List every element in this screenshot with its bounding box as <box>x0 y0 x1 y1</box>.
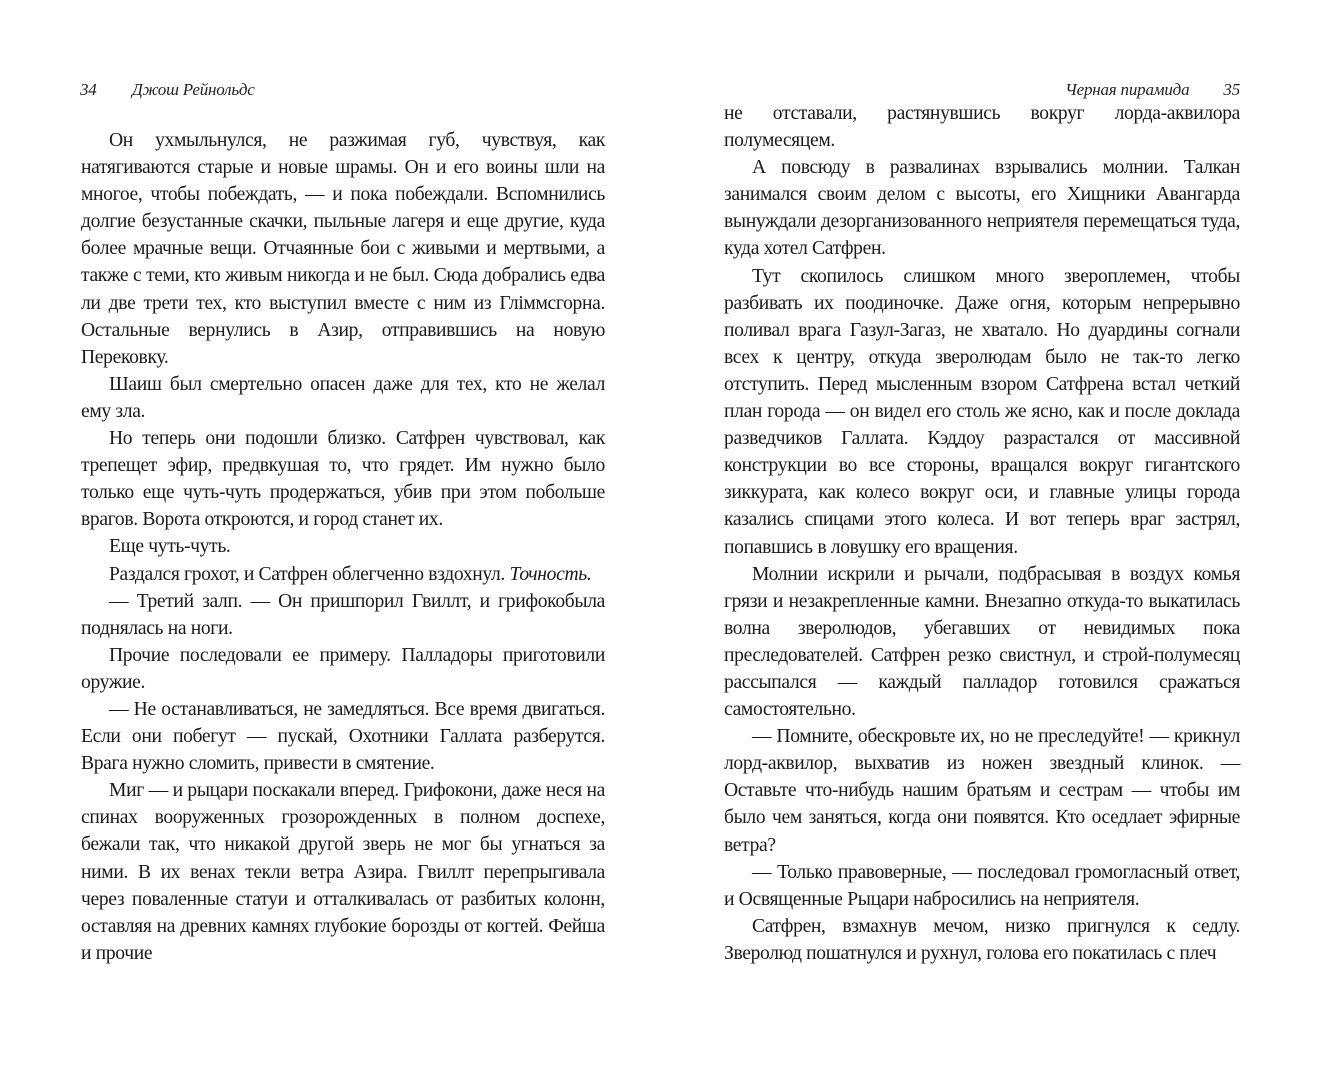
paragraph: Сатфрен, взмахнув мечом, низко пригнулся к седлу. Зверолюд пошатнулся и рухнул, голова его покатилась с плеч <box>724 915 1240 964</box>
page-number: 34 <box>80 80 97 99</box>
paragraph: — Помните, обескровьте их, но не преследуйте! — крикнул лорд-аквилор, выхватив из ножен звездный клинок. — Оставьте что-нибудь нашим братьям и сестрам — чтобы им было чем заняться, когда они появятся. Кто оседлает эфирные ветра? <box>724 726 1240 856</box>
paragraph: А повсюду в развалинах взрывались молнии. Талкан занимался своим делом с высоты, его Хищники Авангарда вынуждали дезорганизованного неприятеля перемещаться туда, куда хотел Сатфрен. <box>724 157 1240 260</box>
body-text <box>724 100 1240 967</box>
book-title: Черная пирамида <box>1065 80 1190 99</box>
author-name: Джош Рейнольдс <box>132 80 255 99</box>
paragraph: Молнии искрили и рычали, подбрасывая в воздух комья грязи и незакрепленные камни. Внезапно откуда-то выкатилась волна зверолюдов, убегавших от невидимых пока преследователей. Сатфрен резко свистнул, и строй-полумесяц рассыпался — каждый палладор готовился сражаться самостоятельно. <box>724 563 1240 721</box>
paragraph: не отставали, растянувшись вокруг лорда-аквилора полумесяцем. <box>724 103 1240 152</box>
paragraph: Но теперь они подошли близко. Сатфрен чувствовал, как трепещет эфир, предвкушая то, что грядет. Им нужно было только еще чуть-чуть продержаться, убив при этом побольше врагов. Ворота откроются, и город станет их. <box>81 428 605 531</box>
paragraph: Тут скопилось слишком много звероплемен, чтобы разбивать их поодиночке. Даже огня, которым непрерывно поливал врага Газул-Загаз, не хватало. Но дуардины согнали всех к центру, откуда зверолюдам было не так-то легко отступить. Перед мысленным взором Сатфрена встал четкий план города — он видел его столь же ясно, как и после доклада разведчиков Галлата. Кэддоу разрастался от массивной конструкции во все стороны, вращался вокруг гигантского зиккурата, как колесо вокруг оси, и главные улицы города казались спицами этого колеса. И вот теперь враг застрял, попавшись в ловушку его вращения. <box>724 265 1240 558</box>
paragraph: — Не останавливаться, не замедляться. Все время двигаться. Если они побегут — пускай, Охотники Галлата разберутся. Врага нужно сломить, привести в смятение. <box>81 698 605 775</box>
paragraph: Шаиш был смертельно опасен даже для тех, кто не желал ему зла. <box>81 373 605 422</box>
paragraph: — Только правоверные, — последовал громогласный ответ, и Освященные Рыцари набросились на неприятеля. <box>724 861 1240 910</box>
paragraph: Миг — и рыцари поскакали вперед. Грифокони, даже неся на спинах вооруженных грозорожденных в полном доспехе, бежали так, что никакой другой зверь не мог бы угнаться за ними. В их венах текли ветра Азира. Гвиллт перепрыгивала через поваленные статуи и отталкивалась от разбитых колонн, оставляя на древних камнях глубокие борозды от когтей. Фейша и прочие <box>81 780 605 964</box>
paragraph: Прочие последовали ее примеру. Палладоры приготовили оружие. <box>81 644 605 693</box>
emphasis-text: Точность. <box>509 563 592 585</box>
right-page <box>668 0 1336 1080</box>
running-head-right <box>1065 80 1240 100</box>
paragraph: Он ухмыльнулся, не разжимая губ, чувствуя, как натягиваются старые и новые шрамы. Он и его воины шли на многое, чтобы побеждать, — и пока побеждали. Вспомнились долгие безустанные скачки, пыльные лагеря и еще другие, куда более мрачные вещи. Отчаянные бои с живыми и мертвыми, а также с теми, кто живым никогда и не был. Сюда добрались едва ли две трети тех, кто выступил вместе с ним из Гліммсгорна. Остальные вернулись в Азир, отправившись на новую Перековку. <box>81 130 605 368</box>
paragraph-text: Раздался грохот, и Сатфрен облегченно вздохнул. <box>109 563 510 585</box>
running-head-left <box>80 80 255 100</box>
page-number: 35 <box>1223 80 1240 99</box>
body-text <box>81 127 605 967</box>
paragraph: — Третий залп. — Он пришпорил Гвиллт, и грифокобыла поднялась на ноги. <box>81 590 605 639</box>
paragraph: Еще чуть-чуть. <box>109 536 231 558</box>
paragraph <box>81 561 605 588</box>
